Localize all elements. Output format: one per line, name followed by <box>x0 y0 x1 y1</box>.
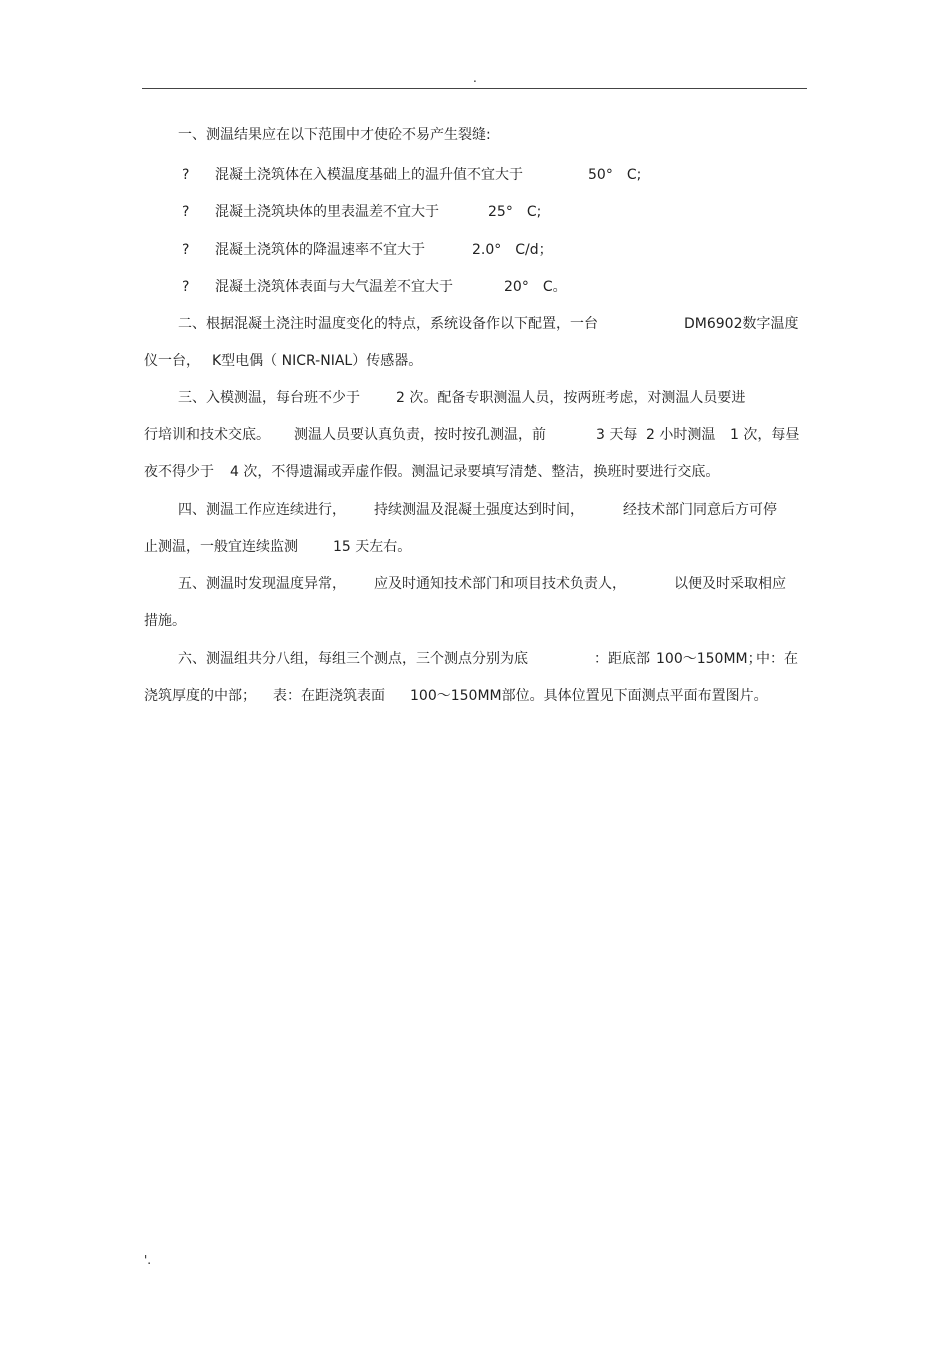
text-run: 测温人员要认真负责，按时按孔测温，前 <box>294 427 546 443</box>
text-run: 三、入模测温，每台班不少于 <box>178 390 360 406</box>
bullet-text: 混凝土浇筑体在入模温度基础上的温升值不宜大于 <box>215 167 523 183</box>
text-run: DM6902数字温度 <box>684 316 799 332</box>
bullet-value: 50° C; <box>588 167 642 183</box>
bullet-value: 2.0° C/d； <box>472 242 553 258</box>
text-run: 100～150MM； <box>656 651 762 667</box>
text-run: 1 次，每昼 <box>730 427 800 443</box>
text-run: K型电偶（ NICR-NIAL）传感器。 <box>212 353 423 369</box>
bullet-mark: ? <box>182 279 190 295</box>
header-dot: . <box>473 71 477 85</box>
bullet-text: 混凝土浇筑体的降温速率不宜大于 <box>215 242 425 258</box>
bullet-text: 混凝土浇筑块体的里表温差不宜大于 <box>215 204 439 220</box>
bullet-text: 混凝土浇筑体表面与大气温差不宜大于 <box>215 279 453 295</box>
text-run: 15 天左右。 <box>333 539 412 555</box>
text-run: 3 天每 <box>596 427 638 443</box>
bullet-value: 25° C; <box>488 204 542 220</box>
bullet-mark: ? <box>182 167 190 183</box>
footer-dot: '. <box>144 1253 152 1267</box>
text-run: 2 小时测温 <box>646 427 716 443</box>
text-run: 仪一台， <box>144 353 200 369</box>
text-run: 夜不得少于 <box>144 464 214 480</box>
text-run: 中：在 <box>756 651 798 667</box>
text-run: 四、测温工作应连续进行， <box>178 502 346 518</box>
text-run: 止测温，一般宜连续监测 <box>144 539 298 555</box>
text-run: 以便及时采取相应 <box>674 576 786 592</box>
text-run: 六、测温组共分八组，每组三个测点，三个测点分别为底 <box>178 651 528 667</box>
text-run: 二、根据混凝土浇注时温度变化的特点，系统设备作以下配置，一台 <box>178 316 598 332</box>
bullet-mark: ? <box>182 204 190 220</box>
text-run: 表：在距浇筑表面 <box>273 688 385 704</box>
text-run: 五、测温时发现温度异常， <box>178 576 346 592</box>
text-run: 100～150MM部位。具体位置见下面测点平面布置图片。 <box>410 688 768 704</box>
heading-measurement-range: 一、测温结果应在以下范围中才使砼不易产生裂缝: <box>178 127 491 143</box>
text-run: 持续测温及混凝土强度达到时间， <box>374 502 584 518</box>
text-run: 应及时通知技术部门和项目技术负责人， <box>374 576 626 592</box>
text-run: ：距底部 <box>594 651 650 667</box>
bullet-value: 20° C。 <box>504 279 567 295</box>
header-rule <box>142 88 807 89</box>
text-run: 行培训和技术交底。 <box>144 427 270 443</box>
text-run: 经技术部门同意后方可停 <box>623 502 777 518</box>
text-run: 浇筑厚度的中部； <box>144 688 256 704</box>
text-run: 2 次。配备专职测温人员，按两班考虑，对测温人员要进 <box>396 390 746 406</box>
bullet-mark: ? <box>182 242 190 258</box>
text-run: 4 次，不得遗漏或弄虚作假。测温记录要填写清楚、整洁，换班时要进行交底。 <box>230 464 720 480</box>
text-run: 措施。 <box>144 613 186 629</box>
